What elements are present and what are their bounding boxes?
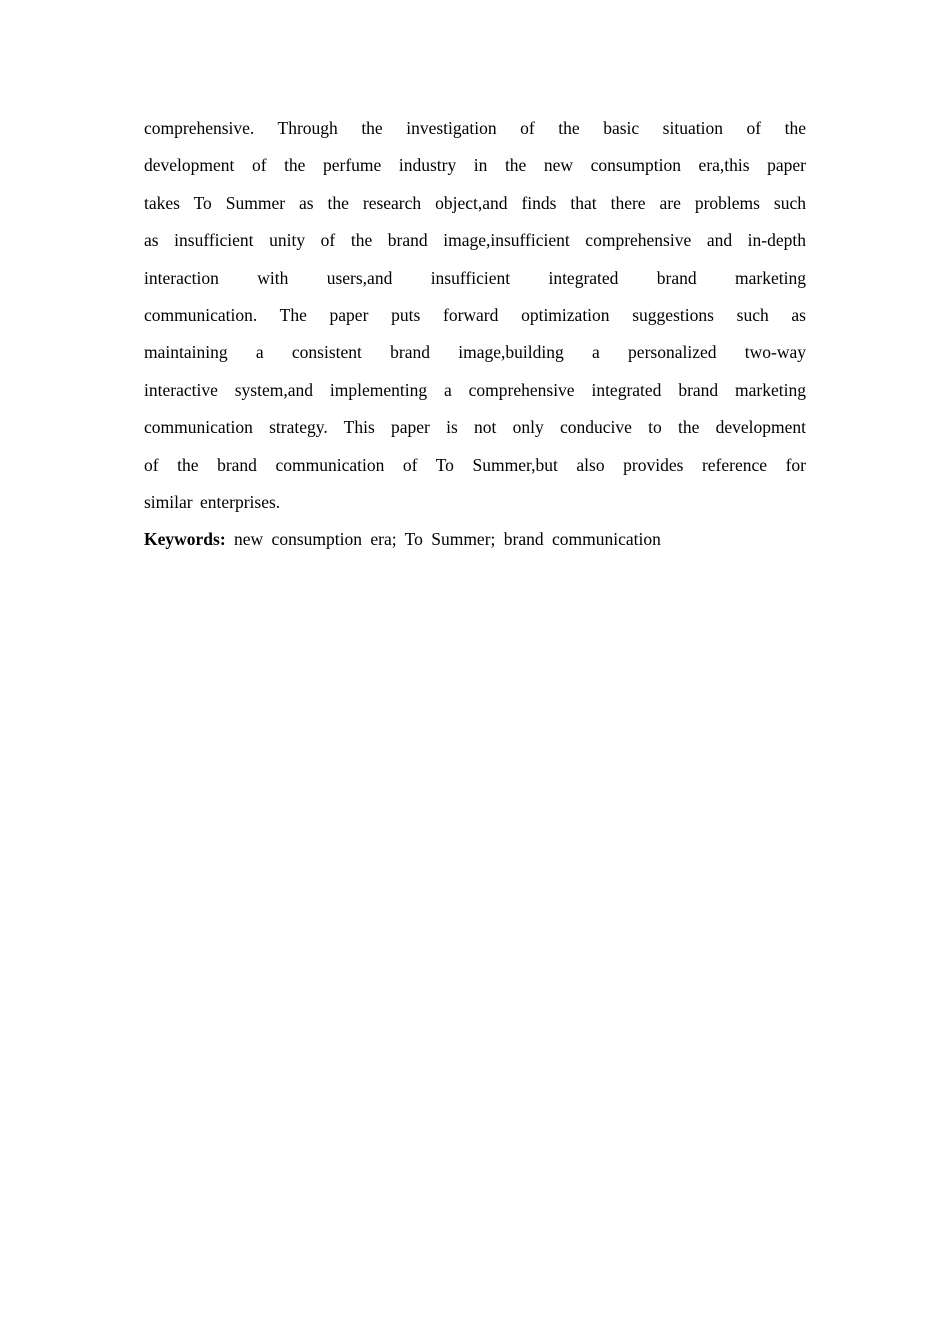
keywords-line	[144, 521, 806, 557]
abstract-body	[144, 110, 806, 557]
keywords-label: Keywords:	[144, 529, 226, 550]
abstract-line-2: development of the perfume industry in the new consumption era,this paper	[144, 155, 806, 176]
abstract-line-8: interactive system,and implementing a comprehensive integrated brand marketing	[144, 379, 806, 400]
abstract-line-9: communication strategy. This paper is not only conducive to the development	[144, 417, 806, 438]
abstract-line-11: similar enterprises.	[144, 491, 281, 512]
keywords-text: new consumption era; To Summer; brand communication	[234, 529, 661, 550]
abstract-line-3: takes To Summer as the research object,and finds that there are problems such	[144, 192, 806, 213]
abstract-line-4: as insufficient unity of the brand image,insufficient comprehensive and in-depth	[144, 230, 806, 251]
abstract-line-7: maintaining a consistent brand image,building a personalized two-way	[144, 342, 806, 363]
abstract-line-6: communication. The paper puts forward optimization suggestions such as	[144, 304, 806, 325]
abstract-line-10: of the brand communication of To Summer,but also provides reference for	[144, 454, 806, 475]
abstract-line-1: comprehensive. Through the investigation of the basic situation of the	[144, 118, 806, 138]
abstract-line-5: interaction with users,and insufficient integrated brand marketing	[144, 267, 806, 288]
